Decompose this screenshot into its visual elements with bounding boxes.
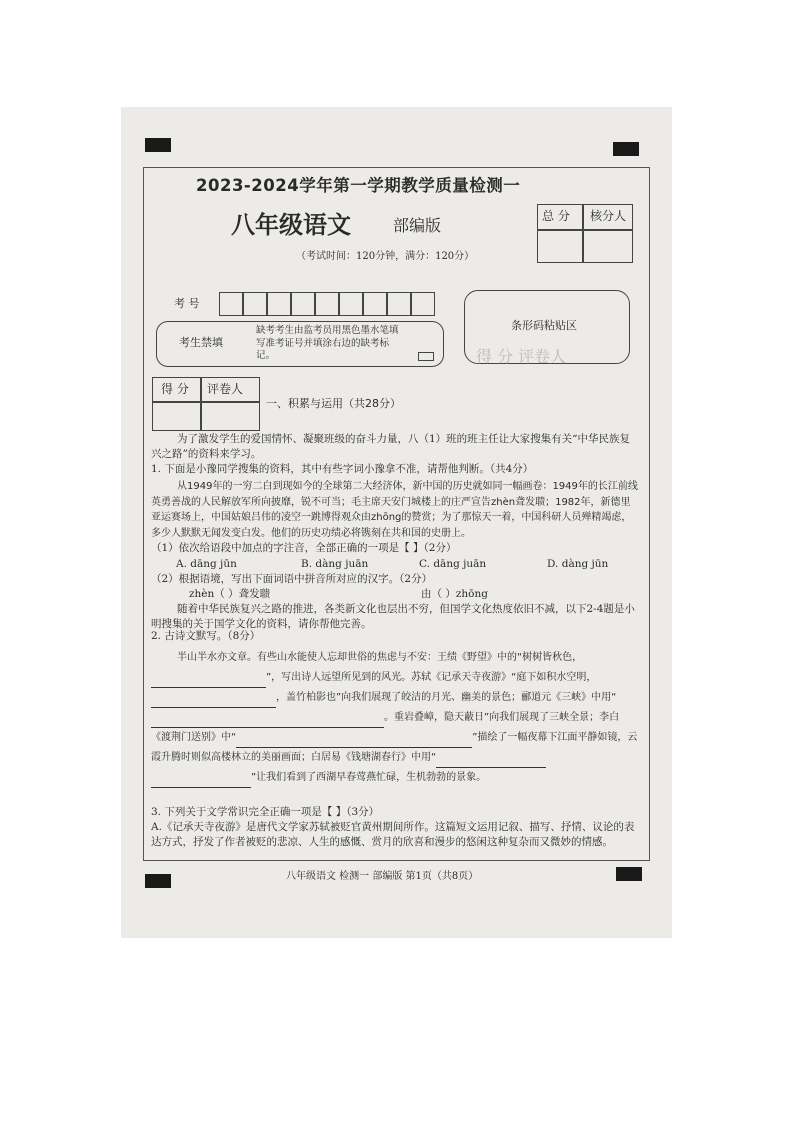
q2-text-6: ”让我们看到了西湖早春莺燕忙碌，生机勃勃的景象。 [251, 772, 487, 783]
exam-title: 2023-2024学年第一学期教学质量检测一 [196, 176, 521, 195]
answer-blank[interactable] [269, 717, 384, 728]
score-label: 得 分 [161, 382, 189, 396]
transition-text: 随着中华民族复兴之路的推进，各类新文化也层出不穷，但国学文化热度依旧不减，以下2-4题是小明搜集的关于国学文化的资料，请你帮他完善。 [151, 603, 635, 630]
answer-blank[interactable] [151, 777, 251, 788]
exam-paper [121, 107, 672, 938]
q2-stem: 2. 古诗文默写。（8分） [151, 630, 261, 642]
q1-pinyin-1[interactable]: zhèn（ ）聋发聩 [189, 588, 271, 600]
q2-text-2: ”，写出诗人远望所见到的风光。苏轼《记承天寺夜游》“庭下如积水空明， [266, 672, 597, 683]
absent-mark-box[interactable] [418, 352, 434, 361]
subject-title: 八年级语文 [231, 211, 351, 239]
q2-passage [151, 648, 639, 788]
exam-number-label: 考 号 [174, 297, 200, 310]
forbidden-label: 考生禁填 [179, 336, 223, 349]
q1-stem: 1. 下面是小豫同学搜集的资料，其中有些字词小豫拿不准，请帮他判断。（共4分） [151, 463, 534, 475]
q2-text-1: 半山半水亦文章。有些山水能使人忘却世俗的焦虑与不安：王绩《野望》中的“树树皆秋色， [177, 652, 583, 663]
q1-passage: 从1949年的一穷二白到现如今的全球第二大经济体，新中国的历史就如同一幅画卷：1949年的长江前线英勇善战的人民解放军所向披靡，锐不可当；毛主席天安门城楼上的庄严宣告zhèn聋发聩；1982年，新德里亚运赛场上，中国姑娘吕伟的凌空一跳博得观众由zhōng的赞赏；为了那惊天一着，中国科研人员殚精竭虑，多少人默默无闻发变白发。他们的历史功绩必将镌刻在共和国的史册上。 [151, 481, 638, 539]
q3-option-a[interactable]: A.《记承天寺夜游》是唐代文学家苏轼被贬官黄州期间所作。这篇短文运用记叙、描写、抒情、议论的表达方式，抒发了作者被贬的悲凉、人生的感慨、赏月的欣喜和漫步的悠闲这种复杂而又微妙的情感。 [151, 821, 635, 848]
answer-blank[interactable] [151, 697, 276, 708]
registration-mark [616, 867, 642, 881]
q3-stem: 3. 下列关于文学常识完全正确一项是【 】（3分） [151, 806, 380, 818]
answer-blank[interactable] [236, 737, 354, 748]
barcode-label: 条形码粘贴区 [511, 319, 577, 332]
q1-option-b[interactable]: B. dàng juān [301, 558, 369, 570]
edition-label: 部编版 [393, 216, 442, 235]
section1-intro: 为了激发学生的爱国情怀、凝聚班级的奋斗力量，八（1）班的班主任让大家搜集有关“中华民族复兴之路”的资料来学习。 [151, 433, 631, 460]
q1-option-a[interactable]: A. dāng jūn [176, 558, 237, 570]
section1-title: 一、积累与运用（共28分） [266, 397, 401, 410]
absent-note: 缺考考生由监考员用黑色墨水笔填写准考证号并填涂右边的缺考标记。 [256, 325, 399, 361]
checker-label: 核分人 [590, 209, 627, 223]
q2-text-4: 。重岩叠嶂，隐天蔽日”向我们展现了三峡全景；李白《渡荆门送别》中“ [151, 712, 620, 743]
registration-mark [613, 142, 639, 156]
page-footer: 八年级语文 检测一 部编版 第1页（共8页） [286, 871, 479, 882]
exam-info: （考试时间：120分钟，满分：120分） [296, 251, 475, 262]
q2-text-3: ，盖竹柏影也”向我们展现了皎洁的月光、幽美的景色；郦道元《三峡》中用“ [276, 692, 617, 703]
grader-label: 评卷人 [207, 382, 244, 396]
answer-blank[interactable] [436, 757, 546, 768]
registration-mark [145, 874, 171, 888]
registration-mark [145, 138, 171, 152]
q1-sub1: （1）依次给语段中加点的字注音，全部正确的一项是【 】（2分） [151, 542, 457, 554]
answer-blank[interactable] [151, 677, 266, 688]
answer-blank[interactable] [354, 737, 472, 748]
q1-pinyin-2[interactable]: 由（ ）zhōng [421, 588, 488, 600]
total-score-label: 总 分 [542, 209, 570, 223]
q1-option-d[interactable]: D. dàng jūn [547, 558, 609, 570]
bleed-through-text: 得 分 评卷人 [476, 347, 567, 366]
q2-text-5: ”描绘了一幅夜幕下江面平静如镜，云霞升腾时则似高楼林立的美丽画面；白居易《钱塘湖春行》中用“ [151, 732, 638, 763]
q1-sub2: （2）根据语境，写出下面词语中拼音所对应的汉字。（2分） [151, 573, 433, 585]
answer-blank[interactable] [151, 717, 269, 728]
q1-option-c[interactable]: C. dāng juān [419, 558, 487, 570]
